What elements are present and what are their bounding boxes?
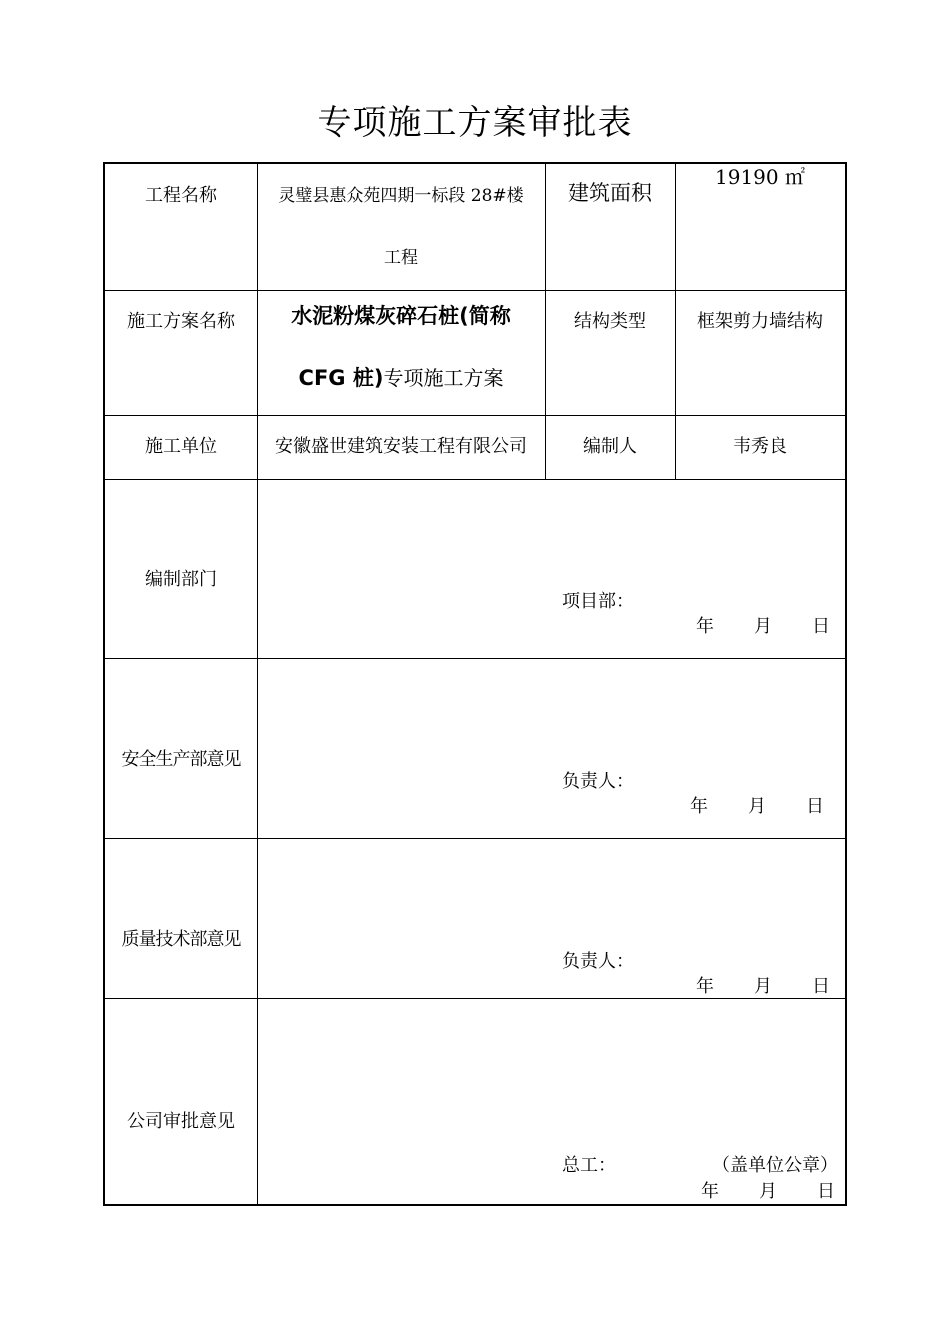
- section-label: 质量技术部意见: [121, 929, 241, 950]
- signer-label: 总工：: [562, 1155, 616, 1176]
- row-divider: [105, 415, 845, 416]
- company-stamp-note: （盖单位公章）: [712, 1155, 838, 1176]
- scheme-name-suffix-text: 专项施工方案: [383, 366, 504, 390]
- date-month: 月: [748, 796, 766, 817]
- section-label: 公司审批意见: [127, 1111, 235, 1132]
- project-name-label: 工程名称: [145, 185, 217, 206]
- row-divider: [105, 479, 845, 480]
- construction-unit-value: 安徽盛世建筑安装工程有限公司: [275, 436, 527, 457]
- signer-label: 项目部：: [562, 591, 634, 612]
- scheme-name-value-line2: [257, 364, 545, 394]
- row-divider: [105, 658, 845, 659]
- date-day: 日: [812, 976, 830, 997]
- editor-value: 韦秀良: [733, 436, 787, 457]
- date-year: 年: [701, 1181, 719, 1202]
- structure-type-value: 框架剪力墙结构: [697, 311, 823, 332]
- section-label: 安全生产部意见: [121, 749, 241, 770]
- date-year: 年: [696, 616, 714, 637]
- approval-form-table: [103, 162, 847, 1206]
- date-month: 月: [754, 616, 772, 637]
- project-name-value-line2: 工程: [384, 248, 418, 268]
- scheme-name-value-line1: 水泥粉煤灰碎石桩(简称: [291, 304, 511, 328]
- scheme-name-label: 施工方案名称: [127, 311, 235, 332]
- date-day: 日: [806, 796, 824, 817]
- signer-label: 负责人：: [562, 771, 634, 792]
- date-year: 年: [696, 976, 714, 997]
- construction-unit-label: 施工单位: [145, 436, 217, 457]
- row-divider: [105, 290, 845, 291]
- structure-type-label: 结构类型: [574, 311, 646, 332]
- date-year: 年: [690, 796, 708, 817]
- row-divider: [105, 998, 845, 999]
- project-name-value-line1: 灵璧县惠众苑四期一标段 28#楼: [278, 186, 524, 206]
- building-area-value: 19190 ㎡: [715, 165, 805, 189]
- building-area-label: 建筑面积: [568, 181, 652, 205]
- signer-label: 负责人：: [562, 951, 634, 972]
- date-month: 月: [759, 1181, 777, 1202]
- page-title: 专项施工方案审批表: [317, 103, 633, 143]
- date-month: 月: [754, 976, 772, 997]
- section-label: 编制部门: [145, 569, 217, 590]
- row-divider: [105, 838, 845, 839]
- date-day: 日: [817, 1181, 835, 1202]
- date-day: 日: [812, 616, 830, 637]
- scheme-name-cfg-text: CFG 桩): [298, 366, 384, 390]
- editor-label: 编制人: [583, 436, 637, 457]
